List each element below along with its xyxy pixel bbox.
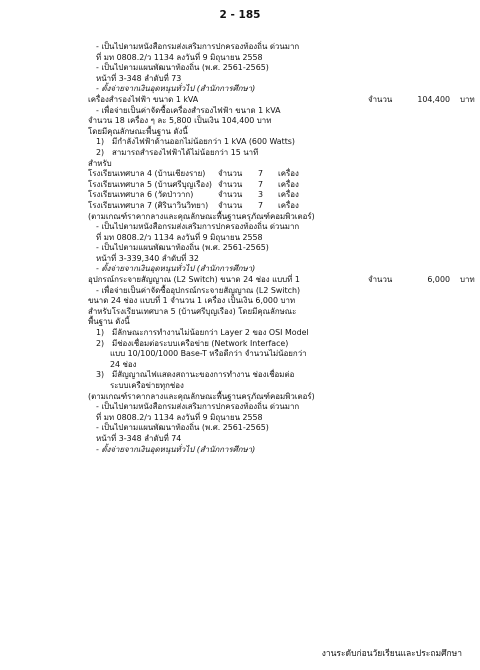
spec-number: 1) [96, 328, 105, 338]
desc-line: - เพื่อจ่ายเป็นค่าจัดซื้ออุปกรณ์กระจายสัญญาณ (L2 Switch) [96, 285, 301, 295]
school-row [88, 180, 468, 191]
spec-item [88, 137, 468, 148]
page-number: 2 - 185 [219, 9, 261, 21]
budget-source: - ตั้งจ่ายจากเงินอุดหนุนทั่วไป (สำนักการศึกษา) [96, 84, 256, 94]
ref-line: หน้าที่ 3-339,340 ลำดับที่ 32 [96, 253, 199, 263]
desc-line: จำนวน 18 เครื่อง ๆ ละ 5,800 เป็นเงิน 104,400 บาท [88, 116, 272, 126]
ref-line: - เป็นไปตามหนังสือกรมส่งเสริมการปกครองท้องถิ่น ด่วนมาก [96, 222, 300, 232]
desc-line: โดยมีคุณลักษณะพื้นฐาน ดังนี้ [88, 126, 188, 136]
ref-line: - เป็นไปตามแผนพัฒนาท้องถิ่น (พ.ศ. 2561-2565) [96, 423, 269, 433]
school-uom: เครื่อง [278, 169, 299, 179]
desc-line: สำหรับโรงเรียนเทศบาล 5 (บ้านศรีบุญเรือง) โดยมีคุณลักษณะ [88, 306, 297, 316]
school-unit: จำนวน [218, 190, 243, 200]
school-qty: 3 [258, 190, 264, 200]
school-row [88, 190, 468, 201]
spec-number: 1) [96, 137, 105, 147]
school-unit: จำนวน [218, 200, 243, 210]
spec-item [88, 328, 468, 339]
item-row [88, 275, 475, 286]
ref-line: หน้าที่ 3-348 ลำดับที่ 74 [96, 433, 182, 443]
pricing-note: (ตามเกณฑ์ราคากลางและคุณลักษณะพื้นฐานครุภัณฑ์คอมพิวเตอร์) [88, 391, 315, 401]
school-qty: 7 [258, 169, 264, 179]
pricing-note: (ตามเกณฑ์ราคากลางและคุณลักษณะพื้นฐานครุภัณฑ์คอมพิวเตอร์) [88, 211, 315, 221]
spec-text: มีช่องเชื่อมต่อระบบเครือข่าย (Network Interface) [112, 338, 289, 348]
spec-continuation: 24 ช่อง [110, 359, 137, 369]
school-uom: เครื่อง [278, 200, 299, 210]
school-row [88, 201, 468, 212]
spec-number: 2) [96, 147, 105, 157]
spec-continuation: แบบ 10/100/1000 Base-T หรือดีกว่า จำนวนไม่น้อยกว่า [110, 349, 307, 359]
spec-item [88, 370, 468, 381]
desc-line: ขนาด 24 ช่อง แบบที่ 1 จำนวน 1 เครื่อง เป็นเงิน 6,000 บาท [88, 296, 296, 306]
spec-text: สามารถสำรองไฟฟ้าได้ไม่น้อยกว่า 15 นาที [112, 147, 259, 157]
desc-line: - เพื่อจ่ายเป็นค่าจัดซื้อเครื่องสำรองไฟฟ้า ขนาด 1 kVA [96, 105, 281, 115]
budget-source: - ตั้งจ่ายจากเงินอุดหนุนทั่วไป (สำนักการศึกษา) [96, 264, 256, 274]
item-amount: 104,400 [417, 94, 450, 104]
item-currency: บาท [460, 94, 475, 104]
school-name: โรงเรียนเทศบาล 6 (วัดป่าวาก) [88, 190, 194, 200]
for-label: สำหรับ [88, 158, 112, 168]
page-footer: งานระดับก่อนวัยเรียนและประถมศึกษา [321, 649, 462, 659]
school-name: โรงเรียนเทศบาล 5 (บ้านศรีบุญเรือง) [88, 179, 212, 189]
ref-line: - เป็นไปตามหนังสือกรมส่งเสริมการปกครองท้องถิ่น ด่วนมาก [96, 42, 300, 51]
ref-line: - เป็นไปตามหนังสือกรมส่งเสริมการปกครองท้องถิ่น ด่วนมาก [96, 402, 300, 412]
item-currency: บาท [460, 275, 475, 285]
item-title: เครื่องสำรองไฟฟ้า ขนาด 1 kVA [88, 94, 199, 104]
spec-continuation: ระบบเครือข่ายทุกช่อง [110, 381, 184, 390]
school-uom: เครื่อง [278, 179, 299, 189]
spec-number: 2) [96, 338, 105, 348]
item-unit: จำนวน [368, 94, 393, 104]
ref-line: ที่ มท 0808.2/ว 1134 ลงวันที่ 9 มิถุนายน 2558 [96, 232, 263, 242]
spec-item [88, 148, 468, 159]
school-unit: จำนวน [218, 169, 243, 179]
ref-line: - เป็นไปตามแผนพัฒนาท้องถิ่น (พ.ศ. 2561-2565) [96, 243, 269, 253]
desc-line: พื้นฐาน ดังนี้ [88, 317, 130, 327]
ref-line: ที่ มท 0808.2/ว 1134 ลงวันที่ 9 มิถุนายน 2558 [96, 52, 263, 62]
ref-line: ที่ มท 0808.2/ว 1134 ลงวันที่ 9 มิถุนายน 2558 [96, 412, 263, 422]
spec-text: มีลักษณะการทำงานไม่น้อยกว่า Layer 2 ของ OSI Model [112, 328, 309, 338]
budget-source: - ตั้งจ่ายจากเงินอุดหนุนทั่วไป (สำนักการศึกษา) [96, 444, 256, 454]
spec-text: มีสัญญาณไฟแสดงสถานะของการทำงาน ช่องเชื่อมต่อ [112, 370, 295, 380]
item-title: อุปกรณ์กระจายสัญญาณ (L2 Switch) ขนาด 24 ช่อง แบบที่ 1 [88, 275, 300, 285]
item-row [88, 94, 475, 106]
school-unit: จำนวน [218, 179, 243, 189]
school-name: โรงเรียนเทศบาล 7 (ศิรินาวินวิทยา) [88, 200, 209, 210]
spec-number: 3) [96, 370, 105, 380]
school-name: โรงเรียนเทศบาล 4 (บ้านเชียงราย) [88, 169, 206, 179]
spec-text: มีกำลังไฟฟ้าด้านออกไม่น้อยกว่า 1 kVA (600 Watts) [112, 137, 296, 147]
school-qty: 7 [258, 200, 264, 210]
school-uom: เครื่อง [278, 190, 299, 200]
spec-item [88, 339, 468, 350]
school-qty: 7 [258, 179, 264, 189]
item-amount: 6,000 [427, 275, 450, 285]
document-body [88, 42, 475, 455]
school-row [88, 169, 468, 180]
item-unit: จำนวน [368, 275, 393, 285]
ref-line: หน้าที่ 3-348 ลำดับที่ 73 [96, 73, 182, 83]
ref-line: - เป็นไปตามแผนพัฒนาท้องถิ่น (พ.ศ. 2561-2565) [96, 63, 269, 73]
